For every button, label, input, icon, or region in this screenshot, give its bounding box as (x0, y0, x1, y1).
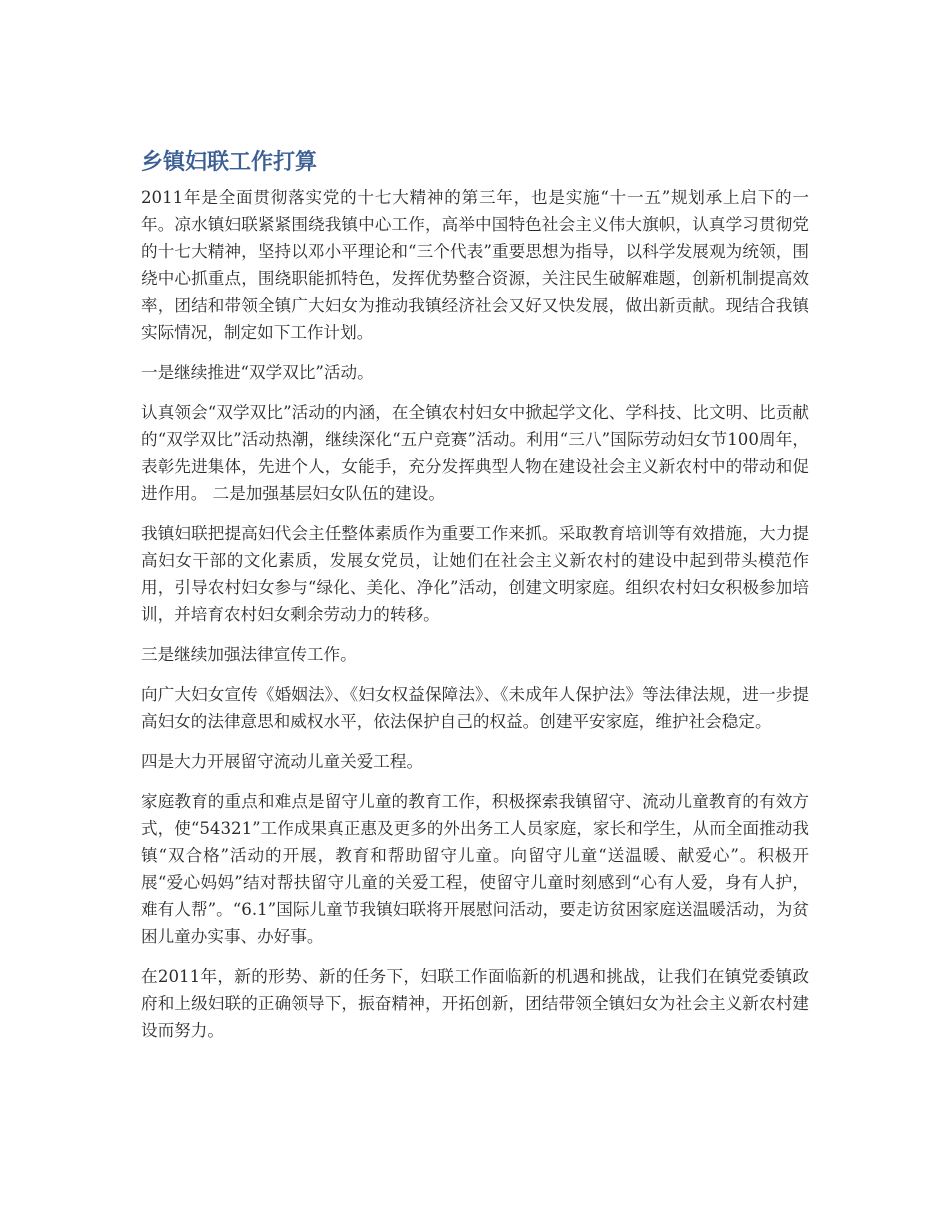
document-page (141, 146, 809, 1057)
document-title: 乡镇妇联工作打算 (141, 150, 318, 175)
paragraph-heading-4: 四是大力开展留守流动儿童关爱工程。 (141, 752, 424, 771)
paragraph-body-1: 认真领会“双学双比”活动的内涵，在全镇农村妇女中掀起学文化、学科技、比文明、比贡献的“双学双比”活动热潮，继续深化“五户竞赛”活动。利用“三八”国际劳动妇女节100周年，表彰先进集体，先进个人，女能手，充分发挥典型人物在建设社会主义新农村中的带动和促进作用。 二是加强基层妇女队伍的建设。 (141, 403, 809, 503)
paragraph-heading-1: 一是继续推进“双学双比”活动。 (141, 363, 374, 382)
paragraph-conclusion: 在2011年，新的形势、新的任务下，妇联工作面临新的机遇和挑战，让我们在镇党委镇政府和上级妇联的正确领导下，振奋精神，开拓创新，团结带领全镇妇女为社会主义新农村建设而努力。 (141, 967, 809, 1040)
paragraph-body-2: 我镇妇联把提高妇代会主任整体素质作为重要工作来抓。采取教育培训等有效措施，大力提高妇女干部的文化素质，发展女党员，让她们在社会主义新农村的建设中起到带头模范作用，引导农村妇女参与“绿化、美化、净化”活动，创建文明家庭。组织农村妇女积极参加培训，并培育农村妇女剩余劳动力的转移。 (141, 524, 809, 624)
paragraph-heading-3: 三是继续加强法律宣传工作。 (141, 645, 357, 664)
paragraph-intro: 2011年是全面贯彻落实党的十七大精神的第三年，也是实施“十一五”规划承上启下的一年。凉水镇妇联紧紧围绕我镇中心工作，高举中国特色社会主义伟大旗帜，认真学习贯彻党的十七大精神，坚持以邓小平理论和“三个代表”重要思想为指导，以科学发展观为统领，围绕中心抓重点，围绕职能抓特色，发挥优势整合资源，关注民生破解难题，创新机制提高效率，团结和带领全镇广大妇女为推动我镇经济社会又好又快发展，做出新贡献。现结合我镇实际情况，制定如下工作计划。 (141, 188, 809, 342)
paragraph-body-3: 向广大妇女宣传《婚姻法》、《妇女权益保障法》、《未成年人保护法》等法律法规，进一步提高妇女的法律意思和威权水平，依法保护自己的权益。创建平安家庭，维护社会稳定。 (141, 685, 809, 731)
paragraph-body-4: 家庭教育的重点和难点是留守儿童的教育工作，积极探索我镇留守、流动儿童教育的有效方式，使“54321”工作成果真正惠及更多的外出务工人员家庭，家长和学生，从而全面推动我镇“双合格”活动的开展，教育和帮助留守儿童。向留守儿童“送温暖、献爱心”。积极开展“爱心妈妈”结对帮扶留守儿童的关爱工程，使留守儿童时刻感到“心有人爱，身有人护，难有人帮”。“6.1”国际儿童节我镇妇联将开展慰问活动，要走访贫困家庭送温暖活动，为贫困儿童办实事、办好事。 (141, 792, 809, 946)
